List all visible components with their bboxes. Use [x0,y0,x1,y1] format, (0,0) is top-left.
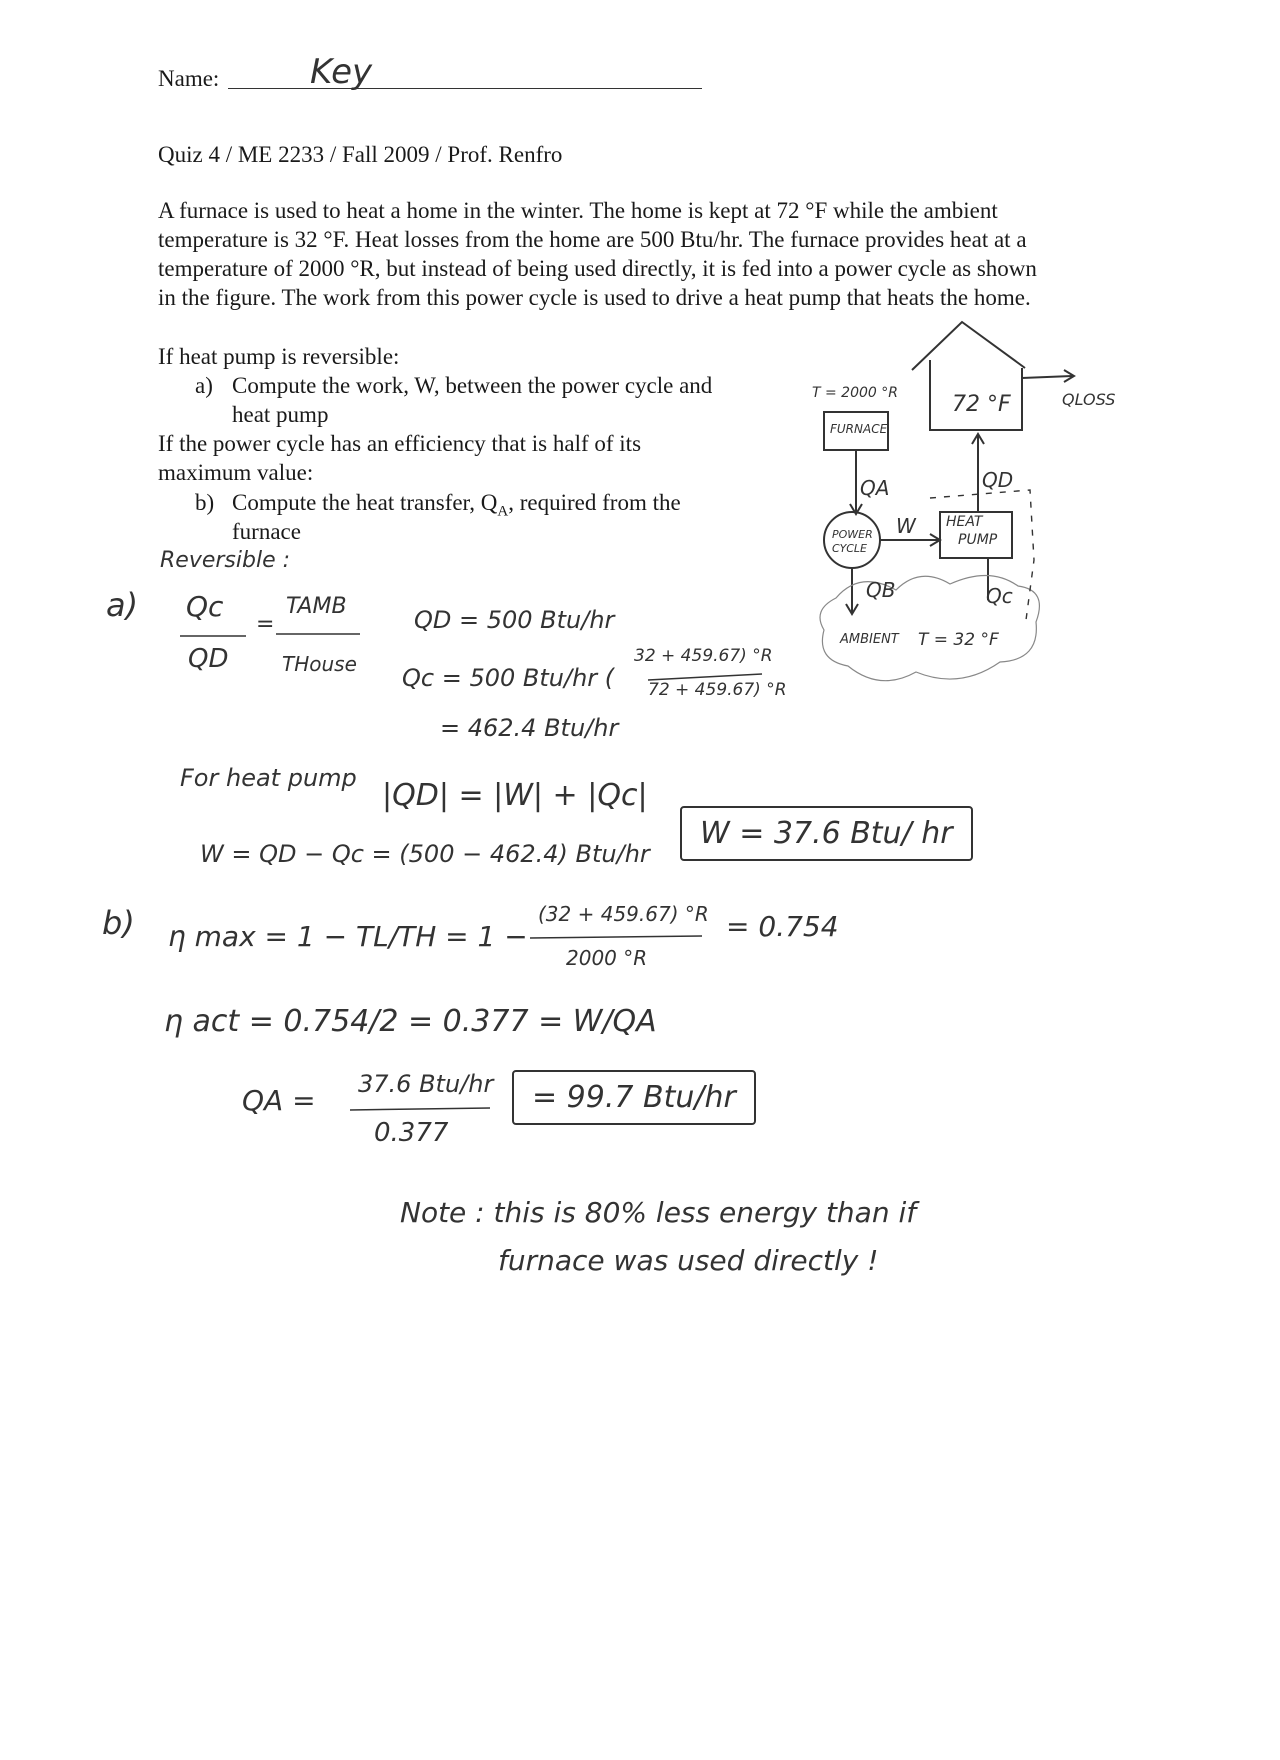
eta-numerator: (32 + 459.67) °R [538,902,709,926]
name-label: Name: [158,66,220,91]
eta-actual-line: η act = 0.754/2 = 0.377 = W/QA [164,1004,657,1039]
eta-max-lhs: η max = 1 − TL/TH = 1 − [168,920,528,953]
eta-max-result: = 0.754 [726,910,839,943]
solution-a-label: a) [106,586,139,624]
qa-answer-box: = 99.7 Btu/hr [512,1070,756,1125]
heat-pump-balance: |QD| = |W| + |Qc| [382,778,648,813]
ratio-thouse: THouse [282,652,357,676]
qloss-label: QLOSS [1062,390,1116,409]
qa-lhs: QA = [242,1084,316,1117]
if-reversible-text: If heat pump is reversible: [158,344,400,369]
reversible-note: Reversible : [160,548,291,573]
qa-denominator: 0.377 [374,1118,449,1148]
furnace-temp-label: T = 2000 °R [812,385,898,401]
power-cycle-label: POWER [832,528,873,541]
part-a-text: Compute the work, W, between the power cycle and [232,373,713,398]
qc-fraction-numerator: 32 + 459.67) °R [634,646,773,666]
quiz-title: Quiz 4 / ME 2233 / Fall 2009 / Prof. Renfro [158,142,563,167]
qb-label: QB [866,578,896,602]
note-line-cont: furnace was used directly ! [498,1244,879,1277]
work-label: W [896,514,916,538]
qc-result: = 462.4 Btu/hr [440,714,619,742]
name-value: Key [310,52,373,92]
if-half-text-cont: maximum value: [158,460,314,485]
ambient-temp-label: T = 32 °F [918,630,999,650]
problem-line: A furnace is used to heat a home in the winter. The home is kept at 72 °F while the ambient [158,198,998,223]
qc-value-line: Qc = 500 Btu/hr ( [402,664,615,692]
furnace-label: FURNACE [830,422,888,436]
part-a-marker: a) [195,373,213,398]
qd-label: QD [982,468,1014,492]
qd-value-line: QD = 500 Btu/hr [414,606,615,634]
qc-fraction-denominator: 72 + 459.67) °R [648,680,787,700]
ambient-label: AMBIENT [840,632,899,647]
qa-label: QA [860,476,890,500]
part-b-marker: b) [195,490,215,515]
part-b-text-cont: furnace [232,519,301,544]
qc-label: Qc [986,584,1013,608]
heat-pump-label-cont: PUMP [958,532,998,548]
heat-pump-heading: For heat pump [180,764,357,792]
power-cycle-label-cont: CYCLE [832,542,867,555]
house-temp-label: 72 °F [952,392,1011,417]
part-a-text-cont: heat pump [232,402,329,427]
if-half-text: If the power cycle has an efficiency that is half of its [158,431,642,456]
heat-pump-label: HEAT [946,514,983,530]
work-equation: W = QD − Qc = (500 − 462.4) Btu/hr [200,840,650,868]
ratio-qd: QD [188,644,229,674]
eta-denominator: 2000 °R [566,946,648,970]
problem-line: temperature of 2000 °R, but instead of being used directly, it is fed into a power cycle as shown [158,256,1037,281]
solution-b-label: b) [102,904,135,942]
problem-line: in the figure. The work from this power cycle is used to drive a heat pump that heats the home. [158,285,1031,310]
ratio-equals: = [256,612,275,637]
problem-line: temperature is 32 °F. Heat losses from the home are 500 Btu/hr. The furnace provides heat at a [158,227,1027,252]
part-b-text: Compute the heat transfer, $Q_A$, required from the [232,490,681,520]
qa-numerator: 37.6 Btu/hr [358,1070,494,1098]
ratio-tamb: TAMB [286,594,347,619]
note-line: Note : this is 80% less energy than if [400,1196,917,1229]
ratio-qc: Qc [186,590,224,623]
work-answer-box: W = 37.6 Btu/ hr [680,806,973,861]
